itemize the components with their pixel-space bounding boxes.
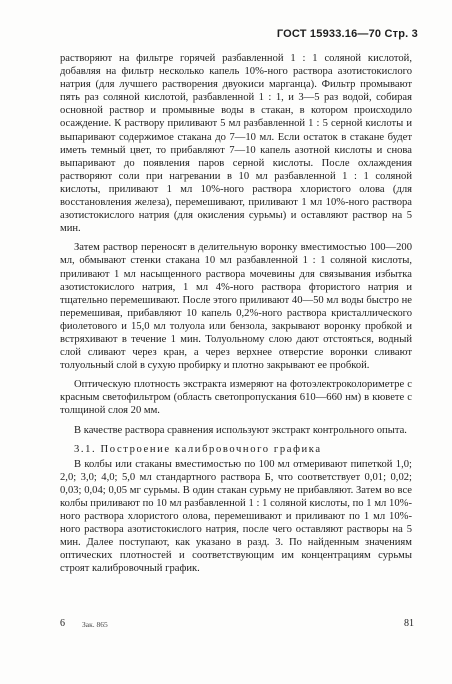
page-header: ГОСТ 15933.16—70 Стр. 3 [276, 28, 418, 40]
footer-page-number: 81 [404, 618, 414, 629]
paragraph-1: растворяют на фильтре горячей разбавленной 1 : 1 соляной кислотой, добавляя на фильтр несколько капель 10%-ного раствора азотистокислого натрия (для лучшего растворения двуокиси марганца). Фильтр промывают пять раз соляной кислотой, разбавленной 1 : 1, и 3—5 раз водой, собирая основной раствор и промывные воды в стакан, в котором происходило осаждение. К раствору приливают 5 мл разбавленной 1 : 5 серной кислоты и выпаривают содержимое стакана до 7—10 мл. Если остаток в стакане будет иметь темный цвет, то прибавляют 7—10 капель азотной кислоты и снова выпаривают до появления паров серной кислоты. После охлаждения растворяют соли при нагревании в 10 мл разбавленной 1 : 1 соляной кислоты, приливают 1 мл 10%-ного раствора хлористого олова (для восстановления железа), перемешивают, приливают 1 мл 10%-ного раствора азотистокислого натрия (для окисления сурьмы) и оставляют раствор на 5 мин. [60, 53, 412, 235]
section-heading: 3.1. Построение калибровочного графика [74, 443, 322, 455]
document-body [60, 52, 412, 576]
paragraph-3: Оптическую плотность экстракта измеряют на фотоэлектроколориметре с красным светофильтром (область светопропускания 610—660 нм) в кювете с толщиной слоя 20 мм. [60, 379, 412, 417]
page-footer [60, 618, 414, 632]
footer-order-number: Зак. 865 [82, 620, 108, 629]
paragraph-2: Затем раствор переносят в делительную воронку вместимостью 100—200 мл, обмывают стенки стакана 10 мл разбавленной 1 : 1 соляной кислоты, приливают 1 мл насыщенного раствора мочевины для связывания избытка азотистокислого натрия, 1 мл 4%-ного раствора фтористого натрия и тщательно перемешивают. После этого приливают 40—50 мл воды быстро не перемешивая, прибавляют 10 капель 0,2%-ного раствора кристаллического фиолетового и 15,0 мл толуола или бензола, закрывают воронку пробкой и встряхивают в течение 1 мин. Толуольному слою дают отстояться, водный слой сливают через кран, а через верхнее отверстие воронки сливают толуольный слой в сухую пробирку и плотно закрывают ее пробкой. [60, 242, 412, 372]
paragraph-5: В колбы или стаканы вместимостью по 100 мл отмеривают пипеткой 1,0; 2,0; 3,0; 4,0; 5,0 мл стандартного раствора Б, что соответствует 0,01; 0,02; 0,03; 0,04; 0,05 мг сурьмы. В один стакан сурьму не прибавляют. Затем во все колбы приливают по 10 мл разбавленной 1 : 1 соляной кислоты, по 1 мл 10%-ного раствора хлористого олова, перемешивают и приливают по 1 мл 10%-ного раствора азотистокислого натрия, после чего оставляют растворы на 5 мин. Далее поступают, как указано в разд. 3. По найденным значениям оптических плотностей и соответствующим им концентрациям сурьмы строят калибровочный график. [60, 458, 412, 575]
paragraph-4: В качестве раствора сравнения используют экстракт контрольного опыта. [74, 424, 407, 436]
footer-sheet-number: 6 [60, 618, 65, 629]
